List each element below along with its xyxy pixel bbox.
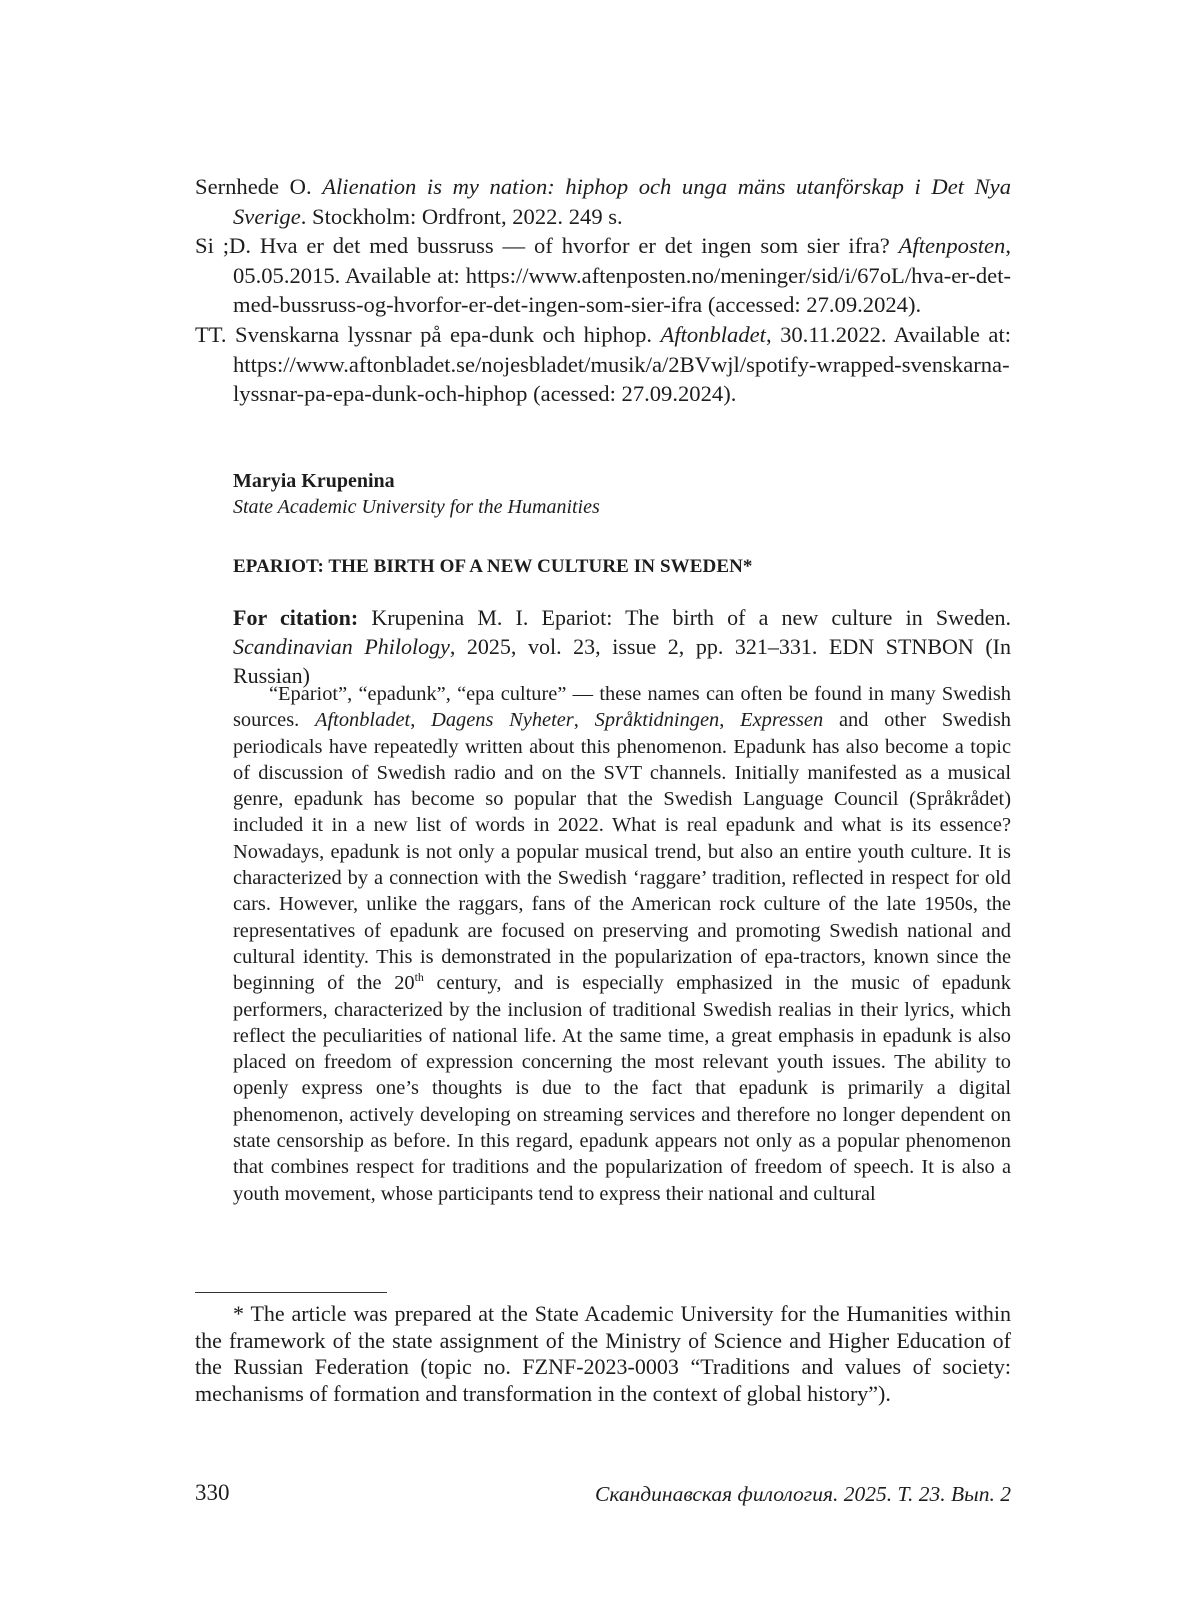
page-number: 330 bbox=[195, 1480, 230, 1505]
footnote-divider bbox=[195, 1292, 387, 1293]
reference-item: TT. Svenskarna lyssnar på epa-dunk och hiphop. Aftonbladet, 30.11.2022. Available at: https://www.aftonbladet.se/nojesbladet/musik/a/2BVwjl/spotify-wrapped-svenskarna-lyssnar-pa-epa-dunk-och-hiphop (acessed: 27.09.2024). bbox=[195, 321, 1012, 407]
running-footer: Скандинавская филология. 2025. Т. 23. Вып. 2 bbox=[595, 1482, 1011, 1506]
reference-item: Si ;D. Hva er det med bussruss — of hvorfor er det ingen som sier ifra? Aftenposten, 05.05.2015. Available at: https://www.aftenposten.no/meninger/sid/i/67oL/hva-er-det-med-bussruss-og-hvorfor-er-det-ingen-som-sier-ifra (accessed: 27.09.2024). bbox=[195, 233, 1011, 318]
author-name: Maryia Krupenina bbox=[233, 470, 395, 492]
reference-list bbox=[195, 172, 1011, 409]
body-paragraph: “Epariot”, “epadunk”, “epa culture” — these names can often be found in many Swedish sources. Aftonbladet, Dagens Nyheter, Språktidningen, Expressen and other Swedish periodicals have repeatedly written about this phenomenon. Epadunk has also become a topic of discussion of Swedish radio and on the SVT channels. Initially manifested as a musical genre, epadunk has become so popular that the Swedish Language Council (Språkrådet) included it in a new list of words in 2022. What is real epadunk and what is its essence? Nowadays, epadunk is not only a popular musical trend, but also an entire youth culture. It is characterized by a connection with the Swedish ‘raggare’ tradition, reflected in respect for old cars. However, unlike the raggars, fans of the American rock culture of the late 1950s, the representatives of epadunk are focused on preserving and promoting Swedish national and cultural identity. This is demonstrated in the popularization of epa-tractors, known since the beginning of the 20th century, and is especially emphasized in the music of epadunk performers, characterized by the inclusion of traditional Swedish realias in their lyrics, which reflect the peculiarities of national life. At the same time, a great emphasis in epadunk is also placed on freedom of expression concerning the most relevant youth issues. The ability to openly express one’s thoughts is due to the fact that epadunk is primarily a digital phenomenon, actively developing on streaming services and therefore no longer dependent on state censorship as before. In this regard, epadunk appears not only as a popular phenomenon that combines respect for traditions and the popularization of freedom of speech. It is also a youth movement, whose participants tend to express their national and cultural bbox=[233, 683, 1012, 1205]
author-block bbox=[233, 468, 600, 521]
citation-label: For citation: bbox=[233, 605, 359, 630]
citation: For citation: Krupenina M. I. Epariot: The birth of a new culture in Sweden. Scandinavian Philology, 2025, vol. 23, issue 2, pp. 321–331. EDN STNBON (In Russian) bbox=[233, 605, 1011, 688]
footnote: * The article was prepared at the State Academic University for the Humanities within the framework of the state assignment of the Ministry of Science and Higher Education of the Russian Federation (topic no. FZNF-2023-0003 “Traditions and values of society: mechanisms of formation and transformation in the context of global history”). bbox=[195, 1301, 1011, 1406]
reference-item: Sernhede O. Alienation is my nation: hiphop och unga mäns utanförskap i Det Nya Sverige. Stockholm: Ordfront, 2022. 249 s. bbox=[195, 174, 1012, 229]
article-title: EPARIOT: THE BIRTH OF A NEW CULTURE IN SWEDEN* bbox=[233, 556, 753, 577]
author-affiliation: State Academic University for the Humanities bbox=[233, 496, 600, 518]
